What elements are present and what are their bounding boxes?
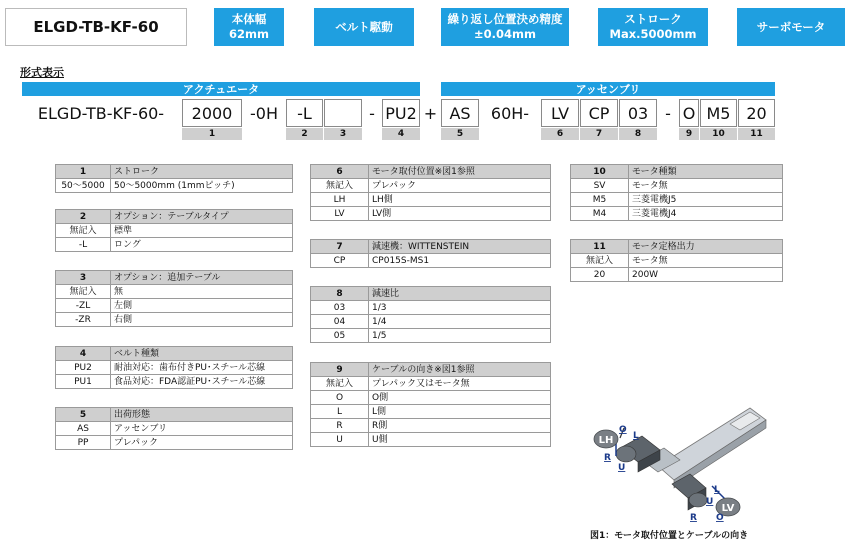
code-number: 4 — [382, 128, 420, 140]
option-code: -ZR — [56, 313, 111, 327]
code-number: 10 — [700, 128, 737, 140]
code-number: 7 — [580, 128, 618, 140]
option-code: 無記入 — [571, 254, 629, 268]
table-number: 5 — [56, 408, 111, 422]
table-number: 4 — [56, 347, 111, 361]
feature-body-width — [214, 8, 284, 46]
table-title: モータ種類 — [629, 165, 783, 179]
option-desc: アッセンブリ — [111, 422, 293, 436]
option-table-motor-position — [310, 164, 551, 221]
option-code: CP — [311, 254, 369, 268]
option-desc: L側 — [369, 405, 551, 419]
option-code: -ZL — [56, 299, 111, 313]
option-desc: 三菱電機J5 — [629, 193, 783, 207]
code-sep: -0H — [250, 103, 278, 123]
option-desc: R側 — [369, 419, 551, 433]
table-row — [571, 179, 783, 193]
table-row — [56, 299, 293, 313]
table-number: 11 — [571, 240, 629, 254]
option-code: 03 — [311, 301, 369, 315]
label-o-lower: O — [716, 513, 724, 523]
option-code: U — [311, 433, 369, 447]
table-header — [571, 240, 783, 254]
feature-label: ベルト駆動 — [335, 19, 393, 34]
option-desc: 標準 — [111, 224, 293, 238]
code-number: 2 — [286, 128, 323, 140]
table-row — [311, 391, 551, 405]
table-row — [311, 419, 551, 433]
option-desc: 1/5 — [369, 329, 551, 343]
table-number: 3 — [56, 271, 111, 285]
option-code: LV — [311, 207, 369, 221]
option-desc: LV側 — [369, 207, 551, 221]
feature-value: ±0.04mm — [474, 27, 536, 41]
code-number: 3 — [324, 128, 362, 140]
table-row — [56, 285, 293, 299]
table-row — [56, 313, 293, 327]
table-row — [311, 315, 551, 329]
code-ratio: 03 — [619, 99, 657, 127]
table-title: ストローク — [111, 165, 293, 179]
model-title: ELGD-TB-KF-60 — [5, 8, 187, 46]
table-number: 1 — [56, 165, 111, 179]
table-row — [571, 193, 783, 207]
option-desc: プレパック — [369, 179, 551, 193]
option-table-stroke — [55, 164, 293, 193]
table-number: 7 — [311, 240, 369, 254]
table-header — [311, 287, 551, 301]
code-add-table — [324, 99, 362, 127]
table-number: 10 — [571, 165, 629, 179]
option-table-motor-output — [570, 239, 783, 282]
option-desc: O側 — [369, 391, 551, 405]
feature-stroke — [598, 8, 708, 46]
feature-repeatability — [441, 8, 569, 46]
table-row — [311, 405, 551, 419]
table-number: 8 — [311, 287, 369, 301]
code-number: 11 — [738, 128, 775, 140]
option-desc: CP015S-MS1 — [369, 254, 551, 268]
assembly-band: アッセンブリ — [441, 82, 775, 96]
option-desc: プレパック — [111, 436, 293, 450]
option-code: 20 — [571, 268, 629, 282]
option-desc: 三菱電機J4 — [629, 207, 783, 221]
option-desc: LH側 — [369, 193, 551, 207]
option-table-shipping — [55, 407, 293, 450]
section-title: 形式表示 — [20, 66, 64, 79]
option-table-motor-type — [570, 164, 783, 221]
table-header — [56, 408, 293, 422]
option-desc: U側 — [369, 433, 551, 447]
option-code: O — [311, 391, 369, 405]
code-number: 1 — [182, 128, 242, 140]
option-desc: 左側 — [111, 299, 293, 313]
table-title: 減速機：WITTENSTEIN — [369, 240, 551, 254]
code-sep: - — [369, 103, 375, 123]
option-desc: 食品対応：FDA認証PU･スチール芯線 — [111, 375, 293, 389]
table-header — [56, 210, 293, 224]
table-title: オプション：テーブルタイプ — [111, 210, 293, 224]
option-code: M5 — [571, 193, 629, 207]
code-shipping: AS — [441, 99, 479, 127]
lv-badge-label: LV — [721, 503, 735, 514]
option-code: 無記入 — [311, 179, 369, 193]
option-code: 無記入 — [56, 285, 111, 299]
code-sep: - — [665, 103, 671, 123]
option-table-ratio — [310, 286, 551, 343]
option-desc: 右側 — [111, 313, 293, 327]
option-code: 50～5000 — [56, 179, 111, 193]
feature-label: ストローク — [624, 12, 682, 26]
option-code: R — [311, 419, 369, 433]
option-code: 04 — [311, 315, 369, 329]
table-number: 9 — [311, 363, 369, 377]
option-code: 無記入 — [56, 224, 111, 238]
option-code: 無記入 — [311, 377, 369, 391]
table-header — [56, 165, 293, 179]
table-row — [311, 433, 551, 447]
option-desc: モータ無 — [629, 254, 783, 268]
code-cable: O — [679, 99, 699, 127]
table-row — [311, 329, 551, 343]
table-header — [571, 165, 783, 179]
option-table-add-table — [55, 270, 293, 327]
table-row — [311, 377, 551, 391]
table-row — [311, 207, 551, 221]
table-number: 2 — [56, 210, 111, 224]
option-table-cable — [310, 362, 551, 447]
code-motor-type: M5 — [700, 99, 737, 127]
code-stroke: 2000 — [182, 99, 242, 127]
option-desc: プレパック又はモータ無 — [369, 377, 551, 391]
code-prefix: ELGD-TB-KF-60- — [37, 103, 165, 123]
label-o-upper: O — [619, 425, 627, 435]
option-desc: モータ無 — [629, 179, 783, 193]
label-u-lower: U — [706, 497, 714, 507]
option-desc: 50～5000mm (1mmピッチ) — [111, 179, 293, 193]
option-desc: 1/4 — [369, 315, 551, 329]
option-desc: 1/3 — [369, 301, 551, 315]
table-row — [56, 224, 293, 238]
label-l-upper: L — [633, 431, 639, 441]
option-code: AS — [56, 422, 111, 436]
table-row — [571, 207, 783, 221]
table-row — [571, 254, 783, 268]
table-row — [56, 436, 293, 450]
label-r-lower: R — [690, 513, 697, 523]
table-row — [56, 422, 293, 436]
code-number: 9 — [679, 128, 699, 140]
option-code: L — [311, 405, 369, 419]
option-code: 05 — [311, 329, 369, 343]
table-title: 減速比 — [369, 287, 551, 301]
label-l-lower: L — [714, 485, 720, 495]
table-row — [311, 301, 551, 315]
table-title: モータ取付位置※図1参照 — [369, 165, 551, 179]
code-belt: PU2 — [382, 99, 420, 127]
table-title: ケーブルの向き※図1参照 — [369, 363, 551, 377]
actuator-figure — [580, 388, 780, 526]
option-code: -L — [56, 238, 111, 252]
code-motor-pos: LV — [541, 99, 579, 127]
feature-value: Max.5000mm — [609, 27, 697, 41]
table-title: 出荷形態 — [111, 408, 293, 422]
lh-badge — [594, 430, 618, 448]
code-table-type: -L — [286, 99, 323, 127]
code-number: 5 — [441, 128, 479, 140]
code-plus: + — [423, 103, 438, 123]
table-title: モータ定格出力 — [629, 240, 783, 254]
option-table-belt — [55, 346, 293, 389]
table-row — [56, 375, 293, 389]
option-code: SV — [571, 179, 629, 193]
label-u-upper: U — [618, 463, 626, 473]
feature-label: 本体幅 — [231, 12, 267, 26]
option-code: PU2 — [56, 361, 111, 375]
code-motor-output: 20 — [738, 99, 775, 127]
table-header — [56, 271, 293, 285]
feature-label: サーボモータ — [756, 19, 826, 34]
lh-badge-label: LH — [598, 435, 614, 446]
code-number: 6 — [541, 128, 579, 140]
option-desc: 無 — [111, 285, 293, 299]
option-code: M4 — [571, 207, 629, 221]
option-table-table-type — [55, 209, 293, 252]
table-row — [56, 361, 293, 375]
table-header — [311, 240, 551, 254]
figure-caption: 図1：モータ取付位置とケーブルの向き — [590, 531, 749, 541]
code-number: 8 — [619, 128, 657, 140]
option-code: PU1 — [56, 375, 111, 389]
feature-servo-motor — [737, 8, 845, 46]
option-desc: 200W — [629, 268, 783, 282]
table-row — [311, 254, 551, 268]
table-title: オプション：追加テーブル — [111, 271, 293, 285]
option-desc: 耐油対応：歯布付きPU･スチール芯線 — [111, 361, 293, 375]
table-header — [311, 165, 551, 179]
option-desc: ロング — [111, 238, 293, 252]
table-number: 6 — [311, 165, 369, 179]
table-row — [56, 238, 293, 252]
code-reducer: CP — [580, 99, 618, 127]
table-row — [311, 193, 551, 207]
feature-value: 62mm — [229, 27, 269, 41]
table-header — [311, 363, 551, 377]
table-title: ベルト種類 — [111, 347, 293, 361]
table-row — [56, 179, 293, 193]
option-table-reducer — [310, 239, 551, 268]
table-header — [56, 347, 293, 361]
code-sep: 60H- — [490, 103, 530, 123]
table-row — [571, 268, 783, 282]
actuator-band: アクチュエータ — [22, 82, 420, 96]
feature-label: 繰り返し位置決め精度 — [447, 12, 563, 26]
label-r-upper: R — [604, 453, 611, 463]
option-code: PP — [56, 436, 111, 450]
feature-belt-drive — [314, 8, 414, 46]
table-row — [311, 179, 551, 193]
option-code: LH — [311, 193, 369, 207]
